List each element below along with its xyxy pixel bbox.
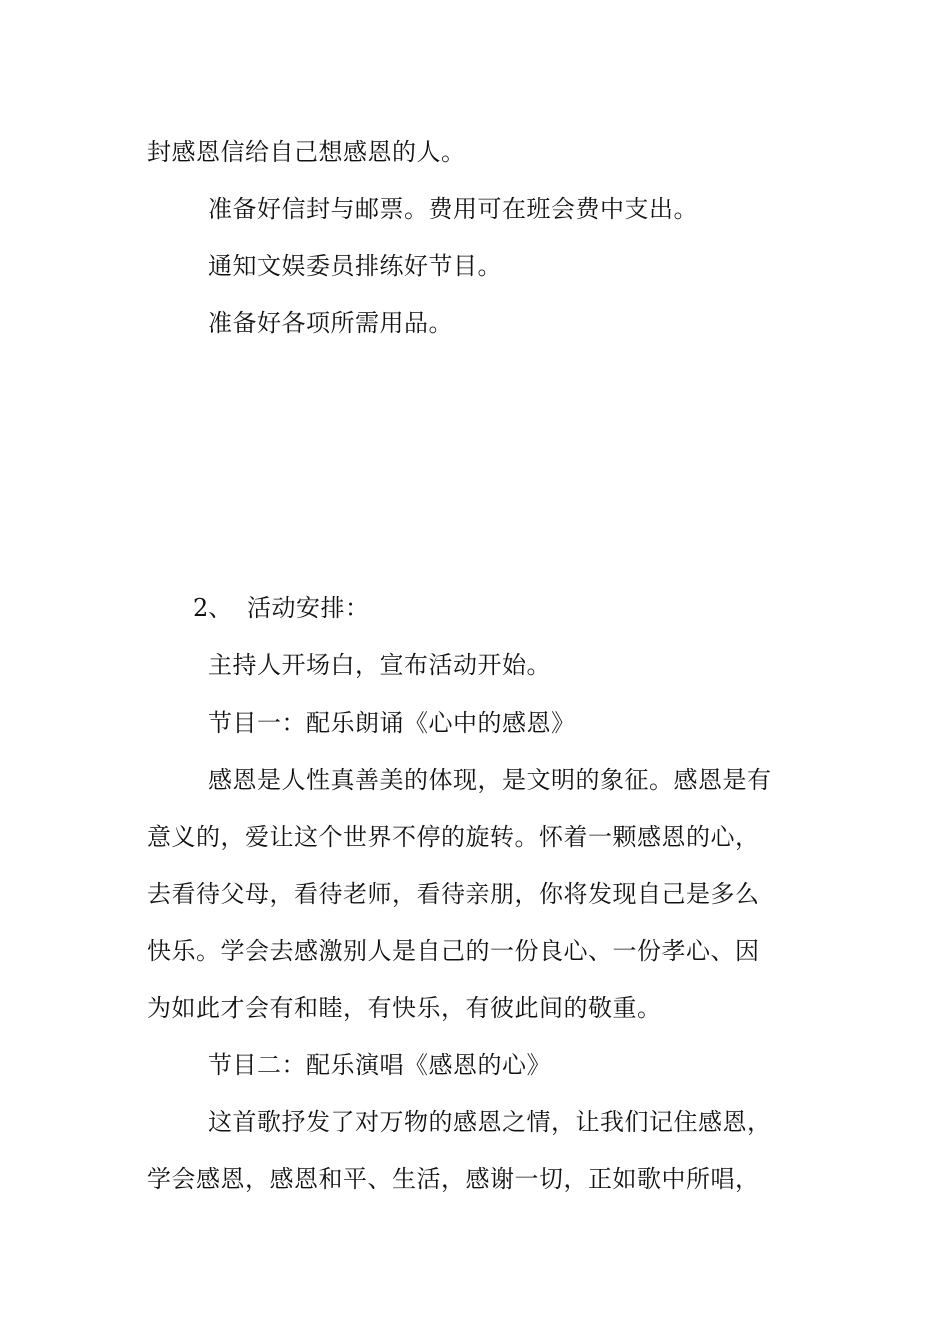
paragraph-line: 封感恩信给自己想感恩的人。 <box>147 138 466 166</box>
section-number: 2、 <box>193 594 233 622</box>
paragraph-line: 通知文娱委员排练好节目。 <box>208 252 502 280</box>
section-title: 活动安排： <box>247 594 370 622</box>
paragraph-line: 去看待父母，看待老师，看待亲朋，你将发现自己是多么 <box>147 880 760 908</box>
paragraph-line: 为如此才会有和睦，有快乐，有彼此间的敬重。 <box>147 994 662 1022</box>
paragraph-line: 准备好各项所需用品。 <box>208 309 453 337</box>
paragraph-line: 主持人开场白，宣布活动开始。 <box>208 651 551 679</box>
paragraph-line: 准备好信封与邮票。费用可在班会费中支出。 <box>208 195 698 223</box>
paragraph-line: 学会感恩，感恩和平、生活，感谢一切，正如歌中所唱， <box>147 1165 760 1193</box>
paragraph-line: 意义的，爱让这个世界不停的旋转。怀着一颗感恩的心， <box>147 823 760 851</box>
paragraph-line: 快乐。学会去感激别人是自己的一份良心、一份孝心、因 <box>147 937 760 965</box>
paragraph-line: 这首歌抒发了对万物的感恩之情，让我们记住感恩， <box>208 1108 772 1136</box>
paragraph-line: 感恩是人性真善美的体现，是文明的象征。感恩是有 <box>208 766 772 794</box>
program-title: 节目一：配乐朗诵《心中的感恩》 <box>208 709 576 737</box>
program-title: 节目二：配乐演唱《感恩的心》 <box>208 1051 551 1079</box>
